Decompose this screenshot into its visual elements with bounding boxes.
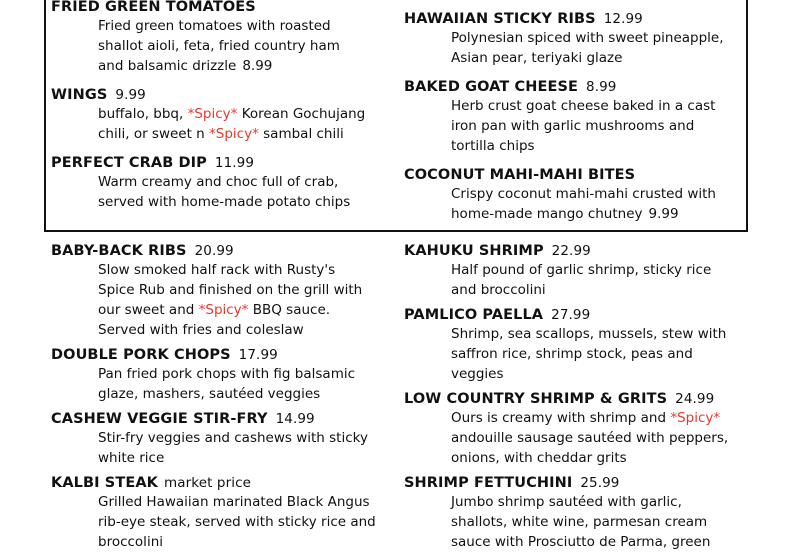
item-name: BAKED GOAT CHEESE bbox=[404, 79, 579, 95]
menu-item-kahuku-shrimp bbox=[404, 242, 749, 300]
item-description-line bbox=[451, 492, 749, 512]
item-title bbox=[404, 10, 749, 28]
description-text: veggies bbox=[451, 366, 504, 382]
description-text: Korean Gochujang bbox=[237, 106, 366, 122]
menu-item-perfect-crab-dip bbox=[51, 154, 396, 212]
item-description-line bbox=[451, 204, 749, 224]
item-description-line bbox=[98, 280, 396, 300]
item-description-line bbox=[451, 408, 749, 428]
item-name: LOW COUNTRY SHRIMP & GRITS bbox=[404, 391, 668, 407]
description-text: Served with fries and coleslaw bbox=[98, 322, 304, 338]
item-name: COCONUT MAHI-MAHI BITES bbox=[404, 167, 636, 183]
description-text: Warm creamy and choc full of crab, bbox=[98, 174, 339, 190]
description-text: Spice Rub and finished on the grill with bbox=[98, 282, 363, 298]
item-title bbox=[51, 410, 396, 428]
description-text: saffron rice, shrimp stock, peas and bbox=[451, 346, 693, 362]
item-name: FRIED GREEN TOMATOES bbox=[51, 0, 256, 15]
item-price-note: market price bbox=[164, 475, 251, 491]
item-description-line bbox=[98, 364, 396, 384]
item-description-line bbox=[98, 104, 396, 124]
description-text: broccolini bbox=[98, 534, 163, 550]
item-price: 14.99 bbox=[275, 411, 315, 427]
description-text: sauce with Prosciutto de Parma, green bbox=[451, 534, 711, 550]
item-description-line bbox=[98, 300, 396, 320]
description-text: glaze, mashers, sautéed veggies bbox=[98, 386, 321, 402]
spicy-label: *Spicy* bbox=[670, 410, 721, 426]
item-title bbox=[51, 242, 396, 260]
description-text: sambal chili bbox=[258, 126, 344, 142]
item-name: WINGS bbox=[51, 87, 108, 103]
item-description-line bbox=[451, 448, 749, 468]
item-description-line bbox=[98, 512, 396, 532]
item-title bbox=[51, 86, 396, 104]
description-text: onions, with cheddar grits bbox=[451, 450, 627, 466]
item-title bbox=[404, 78, 749, 96]
menu-item-double-pork-chops bbox=[51, 346, 396, 404]
item-name: BABY-BACK RIBS bbox=[51, 243, 187, 259]
item-price: 9.99 bbox=[648, 206, 679, 222]
item-title bbox=[404, 166, 749, 184]
item-name: DOUBLE PORK CHOPS bbox=[51, 347, 231, 363]
item-name: KALBI STEAK bbox=[51, 475, 158, 491]
item-description-line bbox=[98, 428, 396, 448]
description-text: our sweet and bbox=[98, 302, 199, 318]
item-description-line bbox=[451, 512, 749, 532]
item-name: HAWAIIAN STICKY RIBS bbox=[404, 11, 596, 27]
item-description-line bbox=[451, 116, 749, 136]
item-price: 22.99 bbox=[551, 243, 591, 259]
item-price: 9.99 bbox=[115, 87, 146, 103]
description-text: home-made mango chutney bbox=[451, 206, 643, 222]
item-title bbox=[404, 242, 749, 260]
item-description-line bbox=[98, 56, 396, 76]
item-description-line bbox=[451, 532, 749, 552]
item-description-line bbox=[98, 124, 396, 144]
item-description-line bbox=[451, 428, 749, 448]
description-text: Shrimp, sea scallops, mussels, stew with bbox=[451, 326, 727, 342]
item-description-line bbox=[451, 364, 749, 384]
item-price: 17.99 bbox=[238, 347, 278, 363]
menu-item-wings bbox=[51, 86, 396, 144]
spicy-label: *Spicy* bbox=[187, 106, 238, 122]
item-description-line bbox=[451, 260, 749, 280]
entrees-right-column bbox=[404, 242, 749, 552]
description-text: Herb crust goat cheese baked in a cast bbox=[451, 98, 716, 114]
item-price: 8.99 bbox=[242, 58, 273, 74]
spicy-label: *Spicy* bbox=[209, 126, 259, 142]
item-description-line bbox=[451, 96, 749, 116]
menu-item-cashew-veggie-stir-fry bbox=[51, 410, 396, 468]
item-name: CASHEW VEGGIE STIR-FRY bbox=[51, 411, 268, 427]
description-text: tortilla chips bbox=[451, 138, 535, 154]
item-description-line bbox=[98, 320, 396, 340]
menu-item-kalbi-steak bbox=[51, 474, 396, 552]
description-text: iron pan with garlic mushrooms and bbox=[451, 118, 695, 134]
item-description-line bbox=[451, 28, 749, 48]
item-name: PERFECT CRAB DIP bbox=[51, 155, 207, 171]
description-text: Crispy coconut mahi-mahi crusted with bbox=[451, 186, 716, 202]
description-text: BBQ sauce. bbox=[248, 302, 331, 318]
description-text: and balsamic drizzle bbox=[98, 58, 237, 74]
item-name: KAHUKU SHRIMP bbox=[404, 243, 544, 259]
item-description-line bbox=[451, 324, 749, 344]
menu-item-baked-goat-cheese bbox=[404, 78, 749, 156]
menu-item-pamlico-paella bbox=[404, 306, 749, 384]
item-description-line bbox=[98, 172, 396, 192]
description-text: shallot aioli, feta, fried country ham bbox=[98, 38, 340, 54]
menu-item-coconut-mahi-mahi-bites bbox=[404, 166, 749, 224]
description-text: Fried green tomatoes with roasted bbox=[98, 18, 331, 34]
description-text: buffalo, bbq, bbox=[98, 106, 188, 122]
item-description-line bbox=[98, 36, 396, 56]
item-price: 25.99 bbox=[580, 475, 620, 491]
description-text: Grilled Hawaiian marinated Black Angus bbox=[98, 494, 370, 510]
description-text: Jumbo shrimp sautéed with garlic, bbox=[451, 494, 682, 510]
description-text: white rice bbox=[98, 450, 165, 466]
menu-item-fried-green-tomatoes bbox=[51, 0, 396, 76]
item-price: 27.99 bbox=[551, 307, 591, 323]
item-description-line bbox=[98, 192, 396, 212]
item-title bbox=[404, 390, 749, 408]
description-text: served with home-made potato chips bbox=[98, 194, 351, 210]
item-description-line bbox=[451, 136, 749, 156]
description-text: Half pound of garlic shrimp, sticky rice bbox=[451, 262, 712, 278]
description-text: Asian pear, teriyaki glaze bbox=[451, 50, 623, 66]
item-description-line bbox=[451, 344, 749, 364]
item-description-line bbox=[98, 492, 396, 512]
description-text: chili, or sweet n bbox=[98, 126, 210, 142]
item-title bbox=[404, 474, 749, 492]
menu-item-low-country-shrimp-grits bbox=[404, 390, 749, 468]
description-text: andouille sausage sautéed with peppers, bbox=[451, 430, 729, 446]
item-price: 12.99 bbox=[603, 11, 643, 27]
description-text: Polynesian spiced with sweet pineapple, bbox=[451, 30, 724, 46]
description-text: Stir-fry veggies and cashews with sticky bbox=[98, 430, 368, 446]
item-price: 8.99 bbox=[586, 79, 617, 95]
description-text: and broccolini bbox=[451, 282, 546, 298]
item-title bbox=[51, 154, 396, 172]
item-description-line bbox=[451, 48, 749, 68]
description-text: shallots, white wine, parmesan cream bbox=[451, 514, 708, 530]
menu-item-hawaiian-sticky-ribs bbox=[404, 10, 749, 68]
description-text: Ours is creamy with shrimp and bbox=[451, 410, 671, 426]
item-title bbox=[51, 0, 396, 16]
appetizers-left-column bbox=[51, 0, 396, 212]
item-title bbox=[51, 346, 396, 364]
menu-item-shrimp-fettuchini bbox=[404, 474, 749, 552]
description-text: rib-eye steak, served with sticky rice and bbox=[98, 514, 376, 530]
entrees-left-column bbox=[51, 242, 396, 552]
item-price: 24.99 bbox=[675, 391, 715, 407]
item-description-line bbox=[98, 260, 396, 280]
menu-item-baby-back-ribs bbox=[51, 242, 396, 340]
item-price: 20.99 bbox=[194, 243, 234, 259]
item-title bbox=[51, 474, 396, 492]
spicy-label: *Spicy* bbox=[198, 302, 249, 318]
item-description-line bbox=[98, 16, 396, 36]
item-description-line bbox=[451, 184, 749, 204]
item-name: PAMLICO PAELLA bbox=[404, 307, 544, 323]
appetizers-right-column bbox=[404, 10, 749, 224]
item-title bbox=[404, 306, 749, 324]
item-price: 11.99 bbox=[214, 155, 255, 171]
description-text: Pan fried pork chops with fig balsamic bbox=[98, 366, 356, 382]
item-name: SHRIMP FETTUCHINI bbox=[404, 475, 573, 491]
item-description-line bbox=[451, 280, 749, 300]
item-description-line bbox=[98, 384, 396, 404]
item-description-line bbox=[98, 448, 396, 468]
item-description-line bbox=[98, 532, 396, 552]
description-text: Slow smoked half rack with Rusty's bbox=[98, 262, 336, 278]
